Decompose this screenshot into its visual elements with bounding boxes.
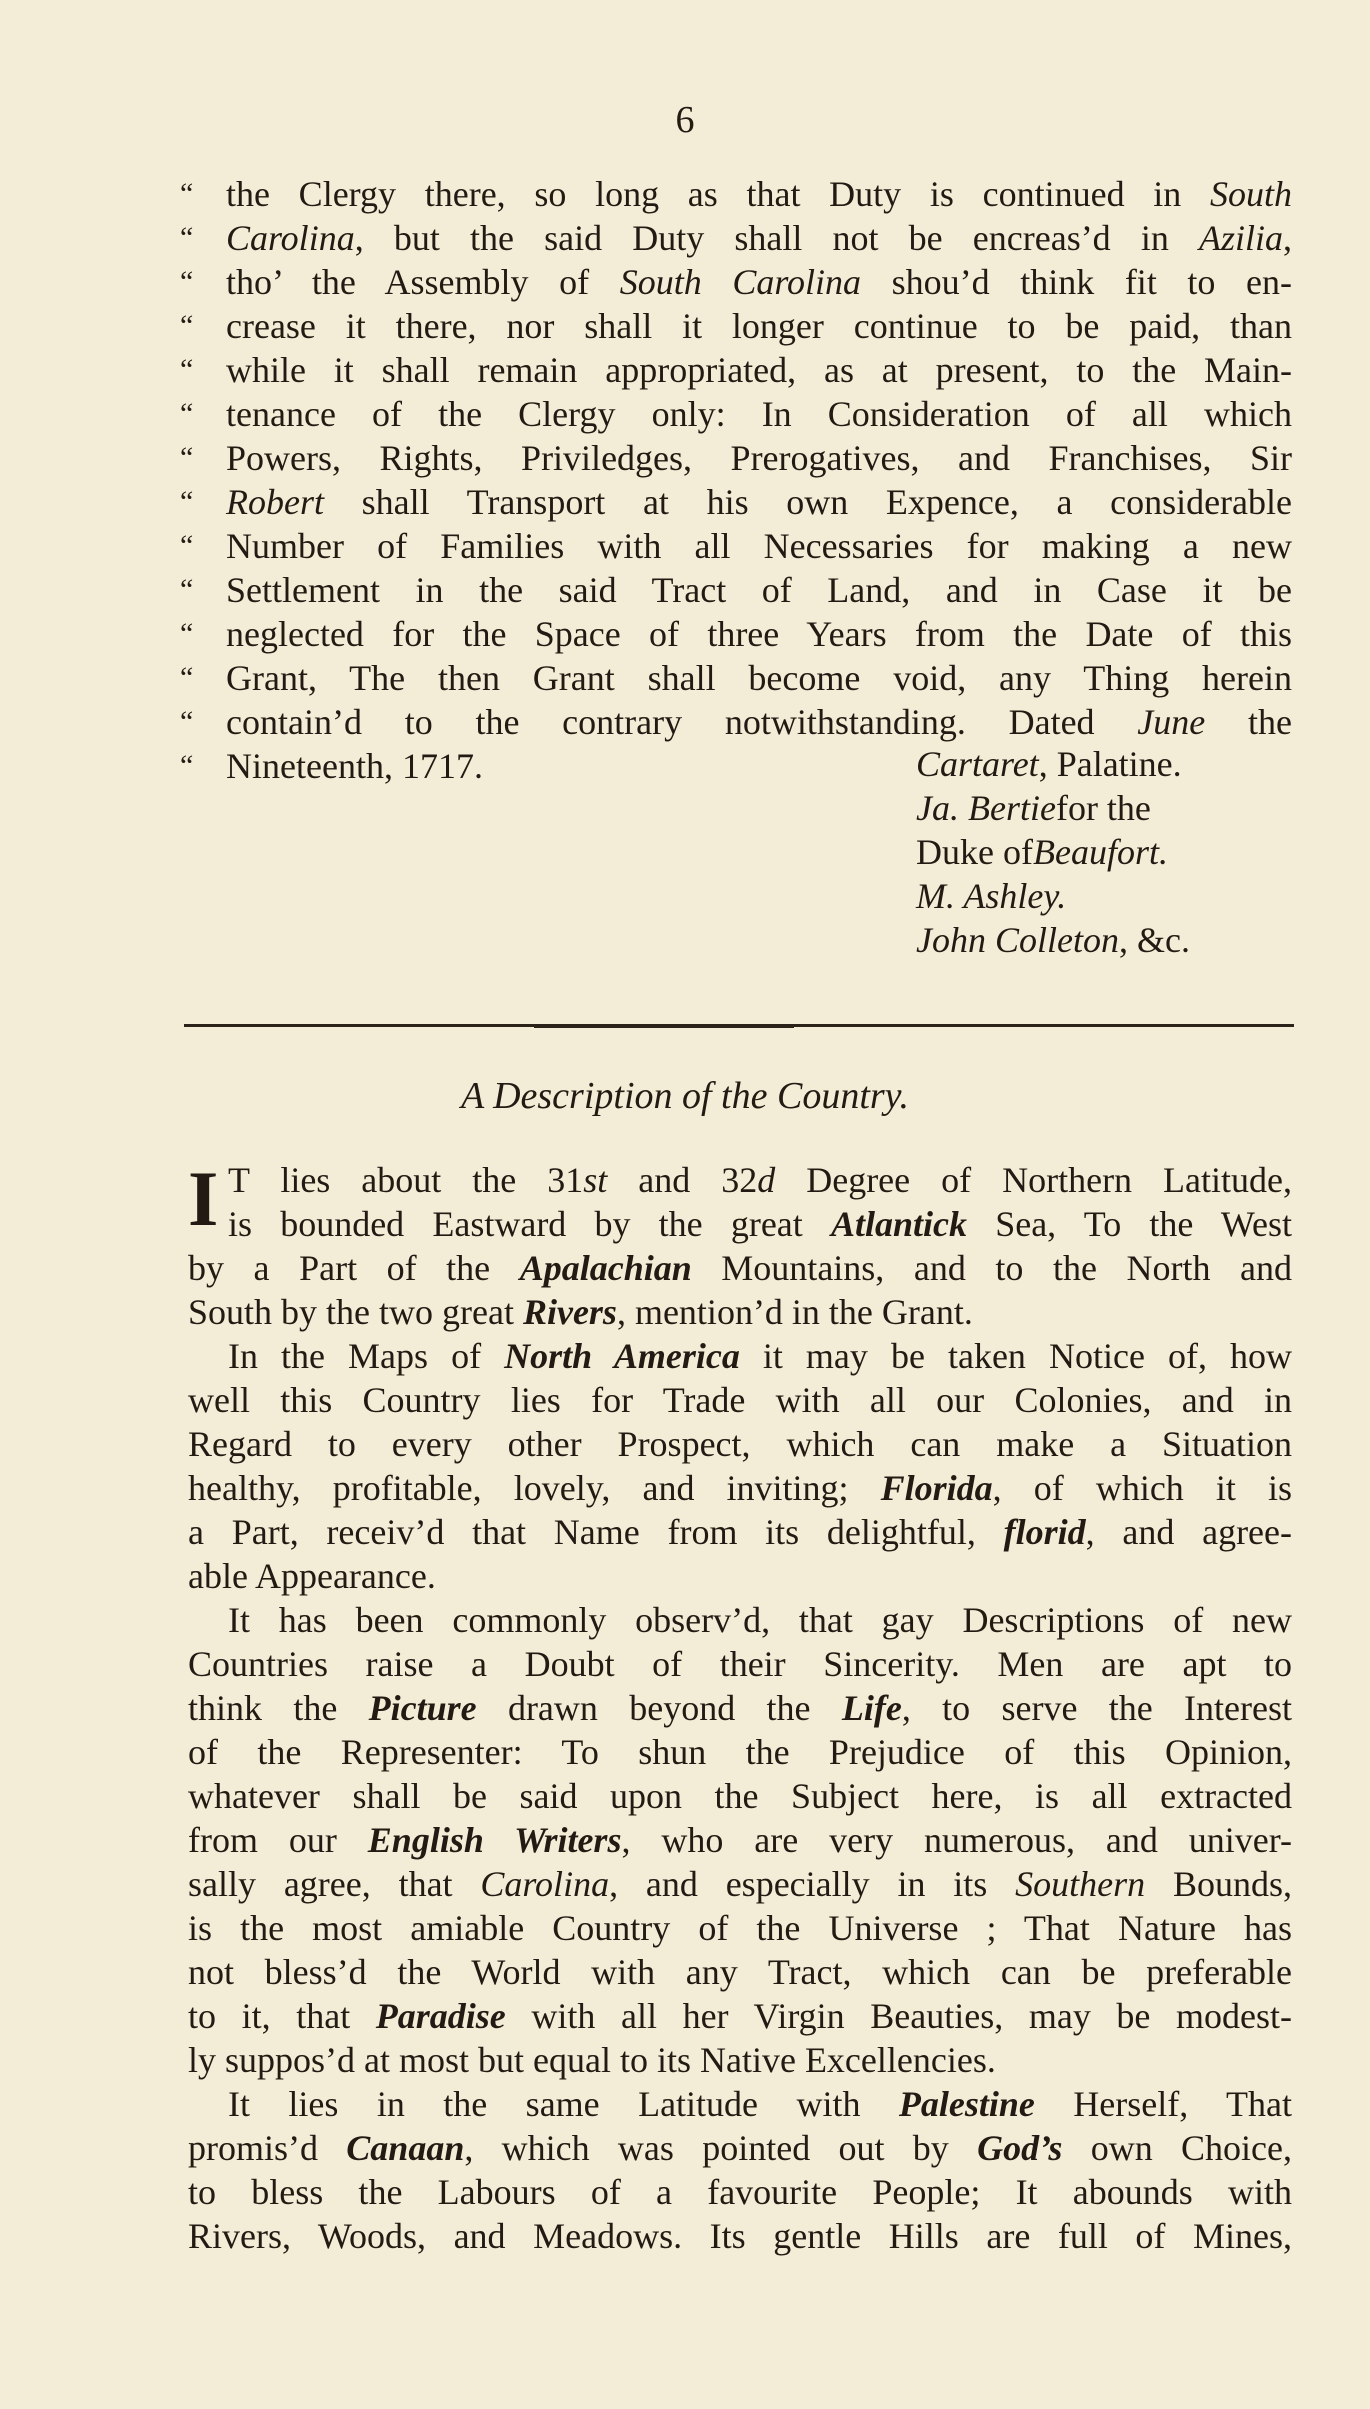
body-line	[188, 1950, 1292, 1994]
italic-run: Ja. Bertie	[916, 788, 1056, 828]
description-body-text	[188, 1155, 1293, 2258]
text-run: Number of Families with all Necessaries for making a new	[226, 526, 1292, 566]
bold-italic-run: Apalachian	[519, 1248, 692, 1288]
text-run: Bounds,	[1145, 1864, 1292, 1904]
quoted-line-text	[226, 700, 1292, 744]
quote-mark: “	[180, 617, 194, 650]
italic-run: Cartaret	[916, 744, 1039, 784]
quote-mark: “	[180, 353, 194, 386]
text-run: and 32	[607, 1160, 758, 1200]
text-run: , of which it is	[992, 1468, 1293, 1508]
text-run: tho’ the Assembly of	[226, 262, 620, 302]
text-run: Nineteenth, 1717.	[226, 746, 483, 786]
quoted-line-text	[226, 304, 1292, 348]
page-number: 6	[675, 99, 695, 141]
italic-run: Beaufort.	[1032, 832, 1168, 872]
signatory-line	[916, 830, 1276, 874]
quoted-line-text	[226, 524, 1292, 568]
quoted-line	[180, 656, 1292, 700]
text-run: contain’d to the contrary notwithstanding. Dated	[226, 702, 1138, 742]
body-line	[188, 1202, 1292, 1246]
quote-mark: “	[180, 529, 194, 562]
text-run: tenance of the Clergy only: In Consideration of all which	[226, 394, 1292, 434]
bold-italic-run: Palestine	[898, 2084, 1035, 2124]
quoted-line-text	[226, 656, 1292, 700]
bold-italic-run: Canaan	[346, 2128, 465, 2168]
quoted-line	[180, 392, 1292, 436]
body-line	[188, 1554, 1292, 1598]
text-run: is the most amiable Country of the Universe ; That Nature has	[188, 1908, 1292, 1948]
text-run: of the Representer: To shun the Prejudice of this Opinion,	[188, 1732, 1292, 1772]
text-run: crease it there, nor shall it longer continue to be paid, than	[226, 306, 1292, 346]
text-run: , and especially in its	[609, 1864, 1016, 1904]
body-line	[188, 2170, 1292, 2214]
quoted-line	[180, 568, 1292, 612]
body-line	[188, 1994, 1292, 2038]
text-run: while it shall remain appropriated, as at present, to the Main-	[226, 350, 1292, 390]
quoted-line	[180, 612, 1292, 656]
quoted-line	[180, 524, 1292, 568]
text-run: sally agree, that	[188, 1864, 481, 1904]
body-line	[188, 1906, 1292, 1950]
signatory-line	[916, 918, 1276, 962]
quote-mark: “	[180, 309, 194, 342]
text-run: Degree of Northern Latitude,	[775, 1160, 1293, 1200]
quote-mark: “	[180, 265, 194, 298]
quoted-line	[180, 348, 1292, 392]
italic-run: South	[1209, 174, 1292, 214]
body-line	[188, 1774, 1292, 1818]
text-run: It lies in the same Latitude with	[228, 2084, 899, 2124]
quoted-line	[180, 436, 1292, 480]
text-run: T lies about the 31	[228, 1160, 584, 1200]
text-run: Powers, Rights, Priviledges, Prerogatives, and Franchises, Sir	[226, 438, 1292, 478]
text-run: think the	[188, 1688, 369, 1728]
quoted-line-text	[226, 260, 1292, 304]
section-title: A Description of the Country.	[461, 1075, 909, 1117]
body-line	[188, 1334, 1292, 1378]
italic-run: South Carolina	[619, 262, 862, 302]
text-run: Duke of	[916, 832, 1033, 872]
text-run: It has been commonly observ’d, that gay Descriptions of new	[228, 1600, 1292, 1640]
quote-mark: “	[180, 441, 194, 474]
text-run: to bless the Labours of a favourite People; It abounds with	[188, 2172, 1292, 2212]
body-line	[188, 1642, 1292, 1686]
text-run: the Clergy there, so long as that Duty is continued in	[226, 174, 1210, 214]
bold-italic-run: Life	[841, 1688, 902, 1728]
text-run: , and agree-	[1085, 1512, 1293, 1552]
italic-run: Carolina	[226, 218, 355, 258]
quote-mark: “	[180, 573, 194, 606]
quoted-line-text	[226, 172, 1292, 216]
text-run: to it, that	[188, 1996, 376, 2036]
text-run: South by the two great	[188, 1292, 523, 1332]
quote-mark: “	[180, 397, 194, 430]
body-line	[188, 2038, 1292, 2082]
quoted-line-text	[226, 612, 1292, 656]
quoted-line-text	[226, 392, 1292, 436]
quoted-line-text	[226, 436, 1292, 480]
text-run: , who are very numerous, and univer-	[621, 1820, 1292, 1860]
quoted-line-text	[226, 216, 1292, 260]
text-run: , &c.	[1118, 920, 1190, 960]
bold-italic-run: God’s	[977, 2128, 1063, 2168]
bold-italic-run: Picture	[368, 1688, 477, 1728]
text-run: a Part, receiv’d that Name from its delightful,	[188, 1512, 1004, 1552]
body-line	[188, 1686, 1292, 1730]
italic-run: Carolina	[480, 1864, 610, 1904]
text-run: able Appearance.	[188, 1556, 436, 1596]
text-run: not bless’d the World with any Tract, which can be preferable	[188, 1952, 1292, 1992]
text-run: whatever shall be said upon the Subject here, is all extracted	[188, 1776, 1292, 1816]
text-run: Regard to every other Prospect, which can make a Situation	[188, 1424, 1292, 1464]
italic-run: John Colleton	[916, 920, 1119, 960]
quote-mark: “	[180, 705, 194, 738]
quoted-grant-passage	[180, 172, 1292, 788]
text-run: shall Transport at his own Expence, a considerable	[323, 482, 1292, 522]
quote-mark: “	[180, 661, 194, 694]
body-line	[188, 1730, 1292, 1774]
body-line	[188, 1378, 1292, 1422]
italic-run: M. Ashley.	[916, 876, 1067, 916]
quote-mark: “	[180, 221, 194, 254]
text-run: , Palatine.	[1038, 744, 1182, 784]
italic-run: st	[583, 1160, 608, 1200]
body-line	[188, 1466, 1292, 1510]
text-run: Grant, The then Grant shall become void, any Thing herein	[226, 658, 1292, 698]
text-run: , but the said Duty shall not be encreas’d in	[354, 218, 1199, 258]
section-divider-rule	[184, 1024, 1294, 1027]
italic-run: Azilia	[1198, 218, 1283, 258]
text-run: neglected for the Space of three Years from the Date of this	[226, 614, 1292, 654]
bold-italic-run: florid	[1003, 1512, 1086, 1552]
text-run: with all her Virgin Beauties, may be modest-	[505, 1996, 1292, 2036]
quoted-line	[180, 304, 1292, 348]
text-run: drawn beyond the	[476, 1688, 842, 1728]
body-line	[188, 1818, 1292, 1862]
body-line	[188, 1246, 1292, 1290]
body-line	[188, 2126, 1292, 2170]
quoted-line	[180, 260, 1292, 304]
bold-italic-run: Atlantick	[830, 1204, 968, 1244]
quoted-line	[180, 700, 1292, 744]
body-line	[188, 1862, 1292, 1906]
text-run: the	[1205, 702, 1292, 742]
text-run: for the	[1055, 788, 1151, 828]
text-run: , mention’d in the Grant.	[616, 1292, 973, 1332]
text-run: own Choice,	[1062, 2128, 1293, 2168]
italic-run: d	[757, 1160, 776, 1200]
text-run: is bounded Eastward by the great	[228, 1204, 831, 1244]
quoted-line	[180, 216, 1292, 260]
bold-italic-run: English Writers	[367, 1820, 622, 1860]
bold-italic-run: Florida	[880, 1468, 993, 1508]
body-line	[188, 1290, 1292, 1334]
text-run: In the Maps of	[228, 1336, 505, 1376]
italic-run: Southern	[1015, 1864, 1146, 1904]
quoted-line-text	[226, 480, 1292, 524]
text-run: Mountains, and to the North and	[691, 1248, 1292, 1288]
body-line	[188, 2214, 1292, 2258]
body-line	[188, 1510, 1292, 1554]
signatory-line	[916, 742, 1276, 786]
quote-mark: “	[180, 485, 194, 518]
signatory-line	[916, 874, 1276, 918]
quoted-line-text	[226, 348, 1292, 392]
drop-cap: I	[188, 1155, 219, 1242]
text-run: from our	[188, 1820, 368, 1860]
text-run: healthy, profitable, lovely, and inviting;	[188, 1468, 881, 1508]
text-run: Herself, That	[1034, 2084, 1292, 2124]
signatories-block	[916, 742, 1276, 962]
text-run: , to serve the Interest	[901, 1688, 1292, 1728]
text-run: promis’d	[188, 2128, 347, 2168]
text-run: ly suppos’d at most but equal to its Native Excellencies.	[188, 2040, 996, 2080]
italic-run: June	[1137, 702, 1206, 742]
text-run: Settlement in the said Tract of Land, and in Case it be	[226, 570, 1292, 610]
quoted-line	[180, 480, 1292, 524]
body-line	[188, 2082, 1292, 2126]
text-run: , which was pointed out by	[464, 2128, 978, 2168]
bold-italic-run: North America	[504, 1336, 740, 1376]
body-line	[188, 1598, 1292, 1642]
quote-mark: “	[180, 177, 194, 210]
quoted-line	[180, 172, 1292, 216]
bold-italic-run: Paradise	[375, 1996, 506, 2036]
body-line	[188, 1422, 1292, 1466]
signatory-line	[916, 786, 1276, 830]
text-run: Rivers, Woods, and Meadows. Its gentle Hills are full of Mines,	[188, 2216, 1292, 2256]
text-run: Sea, To the West	[967, 1204, 1292, 1244]
text-run: it may be taken Notice of, how	[739, 1336, 1292, 1376]
bold-italic-run: Rivers	[522, 1292, 617, 1332]
italic-run: Robert	[226, 482, 324, 522]
text-run: by a Part of the	[188, 1248, 520, 1288]
text-run: ,	[1283, 218, 1292, 258]
quoted-line-text	[226, 568, 1292, 612]
text-run: well this Country lies for Trade with all our Colonies, and in	[188, 1380, 1292, 1420]
text-run: Countries raise a Doubt of their Sincerity. Men are apt to	[188, 1644, 1292, 1684]
quote-mark: “	[180, 749, 194, 782]
text-run: shou’d think fit to en-	[861, 262, 1292, 302]
